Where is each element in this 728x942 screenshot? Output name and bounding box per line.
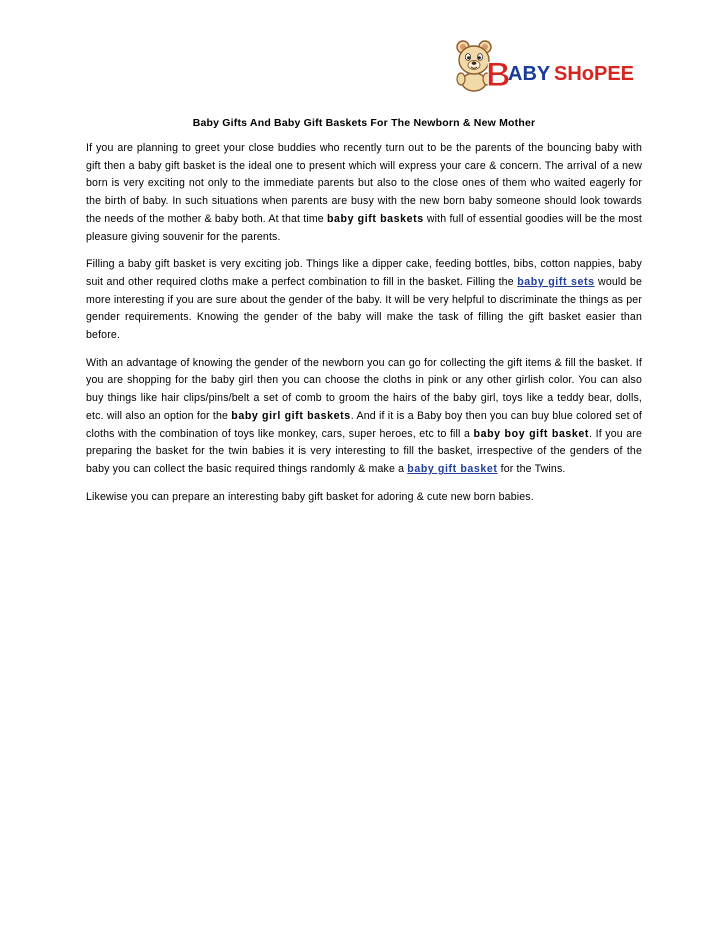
paragraph-3-text-3: . If you are preparing the basket for the twin babies it is very interesting to fill the basket, irrespective of the genders of the baby you can collect the basic required things randomly & make a: [86, 427, 642, 475]
paragraph-3-text-4: for the Twins.: [497, 462, 566, 475]
svg-text:SHoPEE: SHoPEE: [554, 63, 635, 85]
paragraph-1-text-1: If you are planning to greet your close buddies who recently turn out to be the parents of the bouncing baby with gift then a baby gift basket is the ideal one to present which will express your care & concern. The arrival of a new born is very exciting not only to the immediate parents but also to the close ones of them who waited eagerly for the birth of baby. In such situations when parents are busy with the new born baby someone should look towards the needs of the mother & baby both. At that time: [86, 142, 642, 225]
document-title: Baby Gifts And Baby Gift Baskets For The Newborn & New Mother: [192, 117, 536, 129]
teddy-bear-icon: [452, 38, 647, 94]
document-body: [86, 140, 642, 516]
baby-shopee-logo: [452, 38, 647, 94]
paragraph-3-text-2: . And if it is a Baby boy then you can buy blue colored set of cloths with the combination of toys like monkey, cars, super heroes, etc to fill a: [86, 409, 642, 440]
paragraph-1: [86, 140, 642, 246]
svg-text:ABY: ABY: [508, 63, 551, 85]
paragraph-2-text-2: would be more interesting if you are sure about the gender of the baby. It will be very helpful to discriminate the things as per gender requirements. Knowing the gender of the baby will make the task of filling the gift basket easier than before.: [86, 275, 642, 342]
paragraph-4-text-1: Likewise you can prepare an interesting baby gift basket for adoring & cute new born babies.: [86, 490, 534, 503]
paragraph-3: [86, 355, 642, 479]
link-baby-gift-basket[interactable]: baby gift basket: [407, 462, 498, 475]
keyword-baby-gift-baskets: baby gift baskets: [326, 212, 424, 225]
paragraph-4: [86, 489, 642, 507]
svg-text:B: B: [486, 56, 511, 94]
link-baby-gift-sets[interactable]: baby gift sets: [517, 275, 595, 288]
keyword-baby-boy-gift-basket: baby boy gift basket: [473, 427, 590, 440]
paragraph-2: [86, 256, 642, 345]
paragraph-3-text-1: With an advantage of knowing the gender of the newborn you can go for collecting the gift items & fill the basket. If you are shopping for the baby girl then you can choose the cloths in pink or any other girlish color. You can also buy things like hair clips/pins/belt a set of comb to groom the hairs of the baby girl, toys like a teddy bear, dolls, etc. will also an option for the: [86, 356, 642, 422]
keyword-baby-girl-gift-baskets: baby girl gift baskets: [231, 409, 351, 422]
paragraph-1-text-2: with full of essential goodies will be the most pleasure giving souvenir for the parents.: [86, 212, 642, 243]
paragraph-2-text-1: Filling a baby gift basket is very exciting job. Things like a dipper cake, feeding bottles, bibs, cotton nappies, baby suit and other required cloths make a perfect combination to fill in the basket. Filling the: [86, 258, 642, 288]
